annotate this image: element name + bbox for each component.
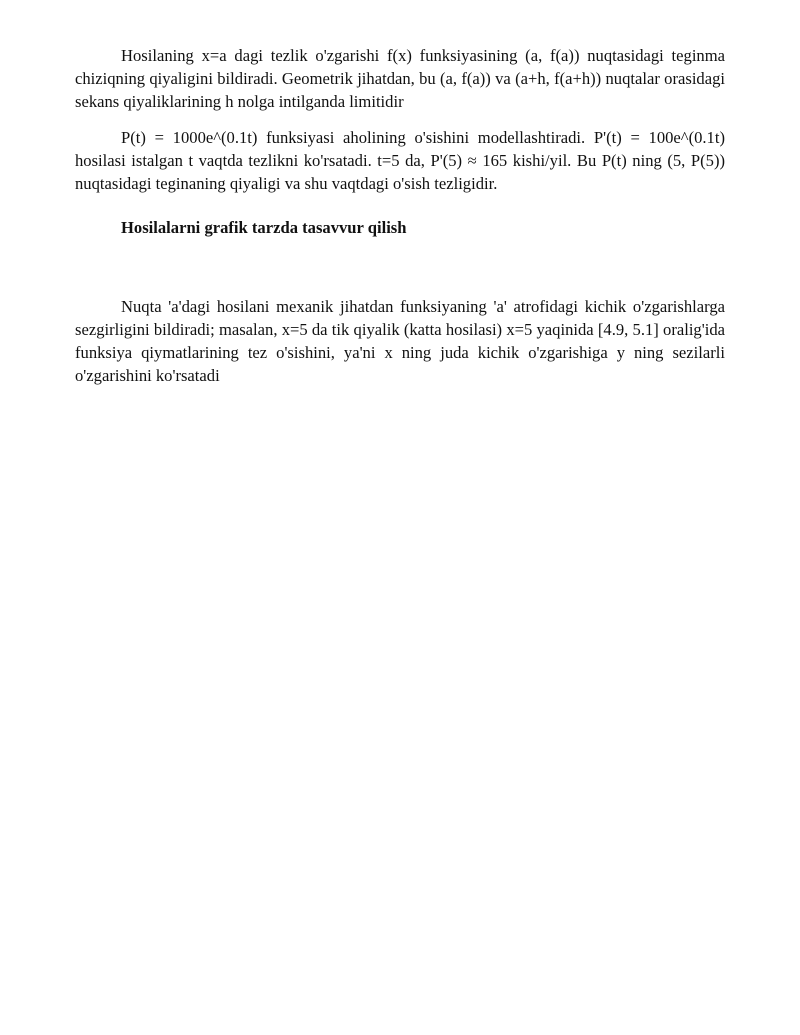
paragraph-tangent-slope: Hosilaning x=a dagi tezlik o'zgarishi f(x) funksiyasining (a, f(a)) nuqtasidagi teginma chiziqning qiyaligini bildiradi. Geometrik jihatdan, bu (a, f(a)) va (a+h, f(a+h)) nuqtalar orasidagi sekans qiyaliklarining h nolga intilganda limitidir [75, 46, 725, 111]
paragraph-population-model: P(t) = 1000e^(0.1t) funksiyasi aholining o'sishini modellashtiradi. P'(t) = 100e^(0.1t) hosilasi istalgan t vaqtda tezlikni ko'rsatadi. t=5 da, P'(5) ≈ 165 kishi/yil. Bu P(t) ning (5, P(5)) nuqtasidagi teginaning qiyaligi va shu vaqtdagi o'sish tezligidir. [75, 128, 725, 193]
paragraph-sensitivity: Nuqta 'a'dagi hosilani mexanik jihatdan funksiyaning 'a' atrofidagi kichik o'zgarishlarga sezgirligini bildiradi; masalan, x=5 da tik qiyalik (katta hosilasi) x=5 yaqinida [4.9, 5.1] oralig'ida funksiya qiymatlarining tez o'sishini, ya'ni x ning juda kichik o'zgarishiga y ning sezilarli o'zgarishini ko'rsatadi [75, 297, 725, 385]
section-heading: Hosilalarni grafik tarzda tasavvur qilish [121, 218, 407, 237]
